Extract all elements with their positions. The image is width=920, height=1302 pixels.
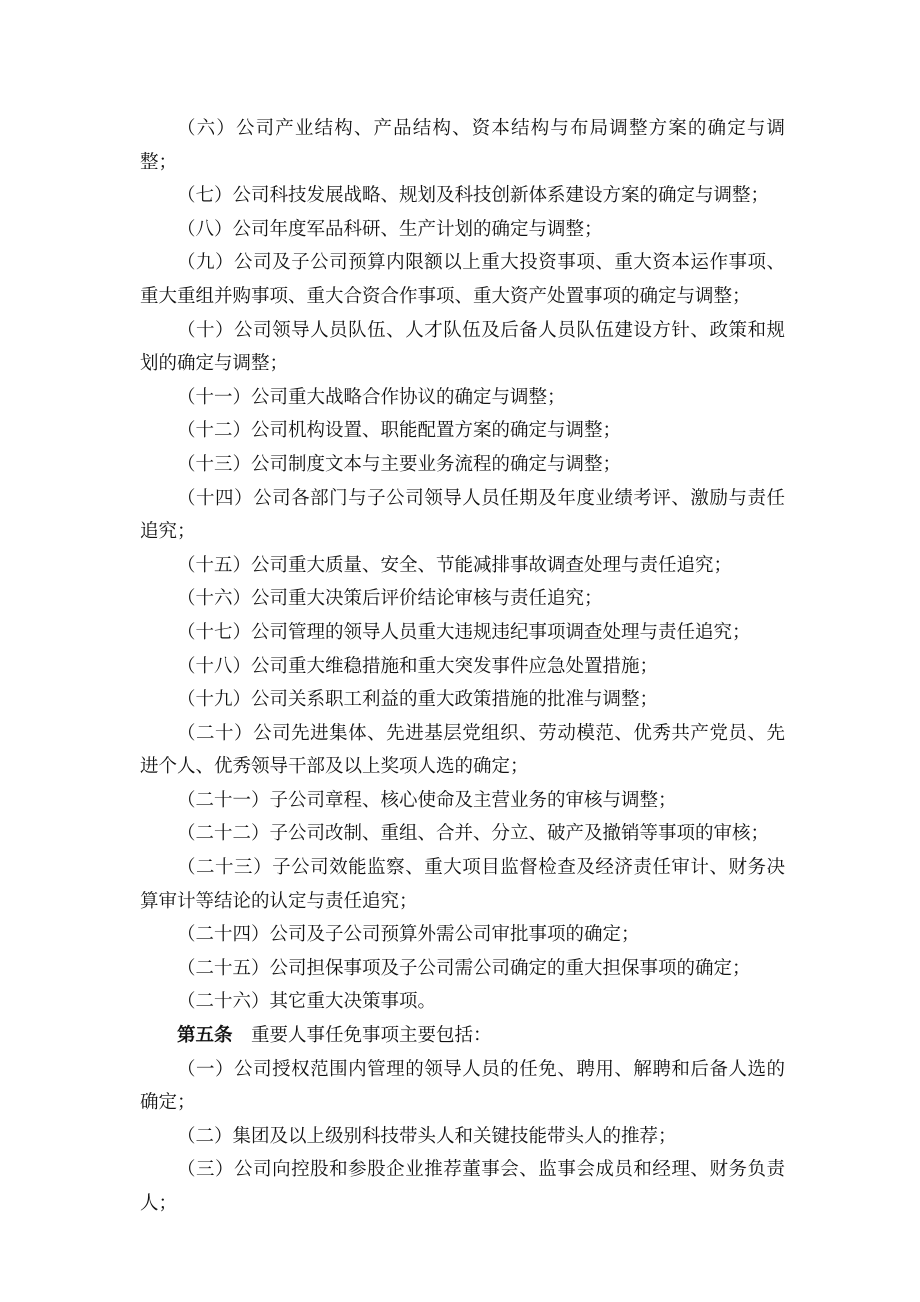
- personnel-clause-2: （二）集团及以上级别科技带头人和关键技能带头人的推荐；: [177, 1125, 677, 1147]
- personnel-clause-3: （三）公司向控股和参股企业推荐董事会、监事会成员和经理、财务负责人；: [140, 1159, 785, 1214]
- article-5-title: 第五条: [177, 1025, 233, 1047]
- clause-10: （十）公司领导人员队伍、人才队伍及后备人员队伍建设方针、政策和规划的确定与调整；: [140, 319, 785, 375]
- clause-9: （九）公司及子公司预算内限额以上重大投资事项、重大资本运作事项、重大重组并购事项、重大合资合作事项、重大资产处置事项的确定与调整；: [140, 252, 785, 307]
- article-5-text: 重要人事任免事项主要包括：: [251, 1025, 492, 1047]
- clause-8: （八）公司年度军品科研、生产计划的确定与调整；: [177, 218, 603, 240]
- clause-20: （二十）公司先进集体、先进基层党组织、劳动模范、优秀共产党员、先进个人、优秀领导干部及以上奖项人选的确定；: [140, 722, 785, 778]
- clause-7: （七）公司科技发展战略、规划及科技创新体系建设方案的确定与调整；: [177, 185, 770, 207]
- clause-6: （六）公司产业结构、产品结构、资本结构与布局调整方案的确定与调整；: [140, 118, 785, 173]
- clause-14: （十四）公司各部门与子公司领导人员任期及年度业绩考评、激励与责任追究；: [140, 487, 785, 543]
- clause-19: （十九）公司关系职工利益的重大政策措施的批准与调整；: [177, 689, 659, 711]
- clause-18: （十八）公司重大维稳措施和重大突发事件应急处置措施；: [177, 655, 659, 677]
- clause-25: （二十五）公司担保事项及子公司需公司确定的重大担保事项的确定；: [177, 957, 751, 979]
- clause-16: （十六）公司重大决策后评价结论审核与责任追究；: [177, 588, 603, 610]
- clause-12: （十二）公司机构设置、职能配置方案的确定与调整；: [177, 420, 622, 442]
- personnel-clause-1: （一）公司授权范围内管理的领导人员的任免、聘用、解聘和后备人选的确定；: [140, 1058, 785, 1114]
- clause-23: （二十三）子公司效能监察、重大项目监督检查及经济责任审计、财务决算审计等结论的认定与责任追究；: [140, 857, 785, 912]
- clause-24: （二十四）公司及子公司预算外需公司审批事项的确定；: [177, 924, 640, 946]
- clause-22: （二十二）子公司改制、重组、合并、分立、破产及撤销等事项的审核；: [177, 823, 770, 845]
- clause-21: （二十一）子公司章程、核心使命及主营业务的审核与调整；: [177, 789, 677, 811]
- clause-17: （十七）公司管理的领导人员重大违规违纪事项调查处理与责任追究；: [177, 621, 751, 643]
- clause-13: （十三）公司制度文本与主要业务流程的确定与调整；: [177, 453, 622, 475]
- clause-26: （二十六）其它重大决策事项。: [177, 991, 437, 1013]
- clause-11: （十一）公司重大战略合作协议的确定与调整；: [177, 386, 566, 408]
- clause-15: （十五）公司重大质量、安全、节能减排事故调查处理与责任追究；: [177, 554, 733, 576]
- document-page: [140, 112, 785, 1221]
- article-5-heading: [140, 1019, 785, 1053]
